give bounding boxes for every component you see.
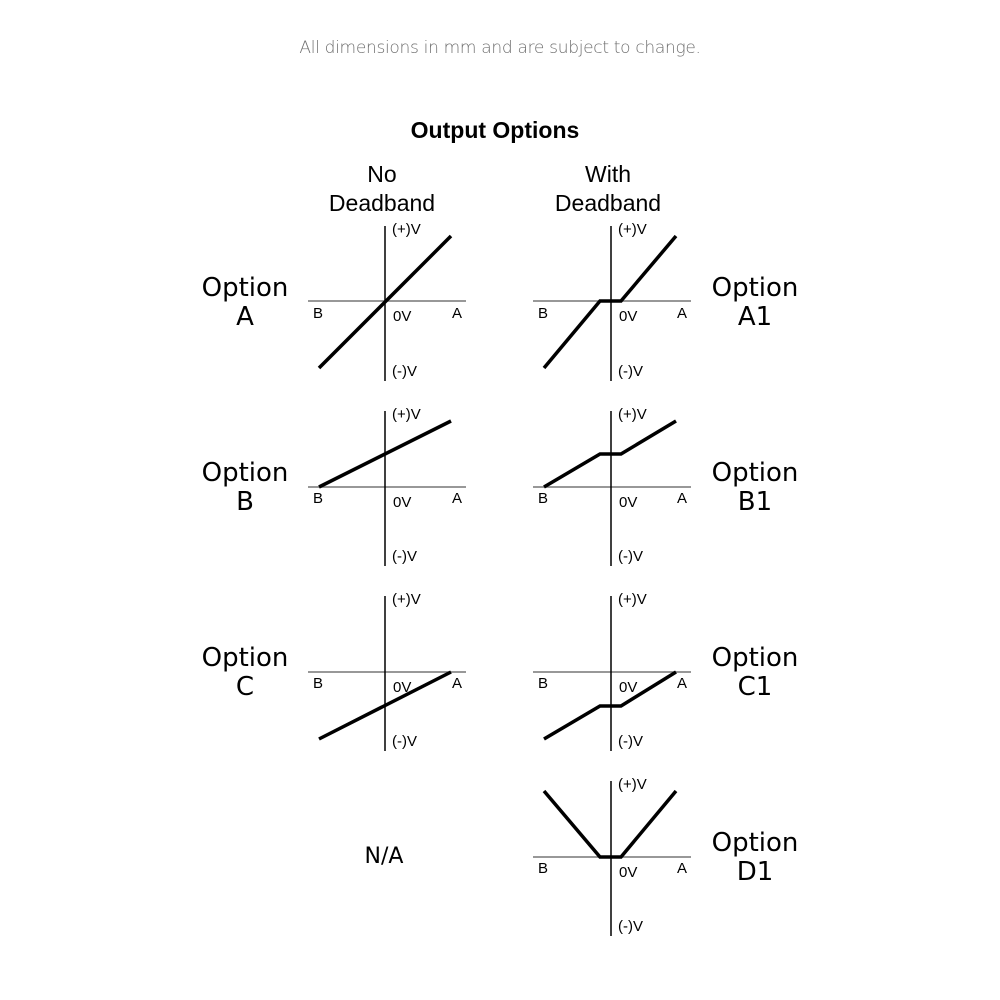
neg-voltage-label: (-)V [618,548,643,565]
neg-voltage-label: (-)V [392,363,417,380]
zero-voltage-label: 0V [393,679,412,696]
pos-voltage-label: (+)V [392,221,421,238]
pos-voltage-label: (+)V [618,591,647,608]
zero-voltage-label: 0V [619,494,638,511]
a-terminal-label: A [452,305,463,322]
graph-option-a [308,226,466,381]
page-title: Output Options [410,117,580,143]
a-terminal-label: A [677,860,688,877]
b-terminal-label: B [538,490,549,507]
graph-option-c1 [533,596,691,751]
option-code: A [236,302,254,332]
neg-voltage-label: (-)V [392,548,417,565]
option-word: Option [711,458,799,488]
b-terminal-label: B [538,305,549,322]
neg-voltage-label: (-)V [392,733,417,750]
b-terminal-label: B [313,675,324,692]
option-word: Option [201,273,289,303]
b-terminal-label: B [538,675,549,692]
pos-voltage-label: (+)V [392,406,421,423]
option-code: D1 [736,857,774,887]
pos-voltage-label: (+)V [392,591,421,608]
option-code: B1 [737,487,773,517]
output-curve [544,672,676,739]
option-code: C [235,672,255,702]
option-code: A1 [737,302,773,332]
graph-option-b1 [533,411,691,566]
graph-option-b [308,411,466,566]
zero-voltage-label: 0V [619,864,638,881]
option-word: Option [711,273,799,303]
output-curve [544,421,676,487]
neg-voltage-label: (-)V [618,733,643,750]
output-curve [544,791,676,857]
a-terminal-label: A [452,675,463,692]
a-terminal-label: A [677,490,688,507]
column-header-line-2: Deadband [328,190,436,216]
graph-option-a1 [533,226,691,381]
a-terminal-label: A [452,490,463,507]
graph-option-c [308,596,466,751]
a-terminal-label: A [677,305,688,322]
zero-voltage-label: 0V [393,308,412,325]
pos-voltage-label: (+)V [618,406,647,423]
option-word: Option [711,643,799,673]
a-terminal-label: A [677,675,688,692]
b-terminal-label: B [313,305,324,322]
not-applicable-label: N/A [364,844,404,869]
option-word: Option [711,828,799,858]
b-terminal-label: B [538,860,549,877]
column-header-line-1: With [585,161,631,187]
column-header-line-1: No [367,161,397,187]
option-code: B [236,487,254,517]
pos-voltage-label: (+)V [618,221,647,238]
zero-voltage-label: 0V [619,679,638,696]
option-code: C1 [737,672,773,702]
output-curve [544,236,676,368]
neg-voltage-label: (-)V [618,363,643,380]
option-word: Option [201,458,289,488]
zero-voltage-label: 0V [393,494,412,511]
pos-voltage-label: (+)V [618,776,647,793]
dimensions-notice: All dimensions in mm and are subject to change. [299,38,701,58]
column-header-line-2: Deadband [554,190,662,216]
b-terminal-label: B [313,490,324,507]
zero-voltage-label: 0V [619,308,638,325]
option-word: Option [201,643,289,673]
neg-voltage-label: (-)V [618,918,643,935]
graph-option-d1 [533,781,691,936]
